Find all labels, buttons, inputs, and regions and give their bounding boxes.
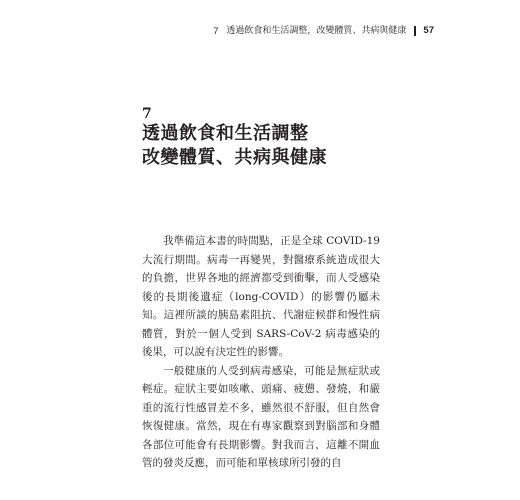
- running-header-chapter-number: 7: [213, 26, 219, 36]
- paragraph: 我準備這本書的時間點，正是全球 COVID-19 大流行期間。病毒一再變異，對醫療系統造成很大的負擔，世界各地的經濟都受到衝擊，而人受感染後的長期後遺症（long-COVID）的影響仍屬未知。這裡所談的胰島素阻抗、代謝症候群和慢性病體質，對於一個人受到 SARS-CoV-2 病毒感染的後果，可以說有決定性的影響。: [142, 235, 380, 358]
- running-header-title: 透過飲食和生活調整，改變體質、共病與健康: [226, 26, 407, 36]
- page-number: 57: [423, 25, 434, 36]
- chapter-number: 7: [142, 106, 152, 122]
- chapter-title-line-2: 改變體質、共病與健康: [142, 147, 327, 168]
- running-header: [213, 25, 434, 37]
- running-header-divider: [414, 26, 416, 36]
- chapter-title-line-1: 透過飲食和生活調整: [142, 123, 309, 144]
- paragraph: 一般健康的人受到病毒感染，可能是無症狀或輕症。症狀主要如咳嗽、頭痛、疲憊、發燒，和嚴重的流行性感冒差不多，雖然很不舒服，但自然會恢復健康。當然，現在有專家觀察到對腦部和身體各部位可能會有長期影響。對我而言，這離不開血管的發炎反應，而可能和單核球所引發的自: [142, 364, 380, 469]
- body-text: [142, 232, 380, 473]
- chapter-title: [142, 122, 327, 170]
